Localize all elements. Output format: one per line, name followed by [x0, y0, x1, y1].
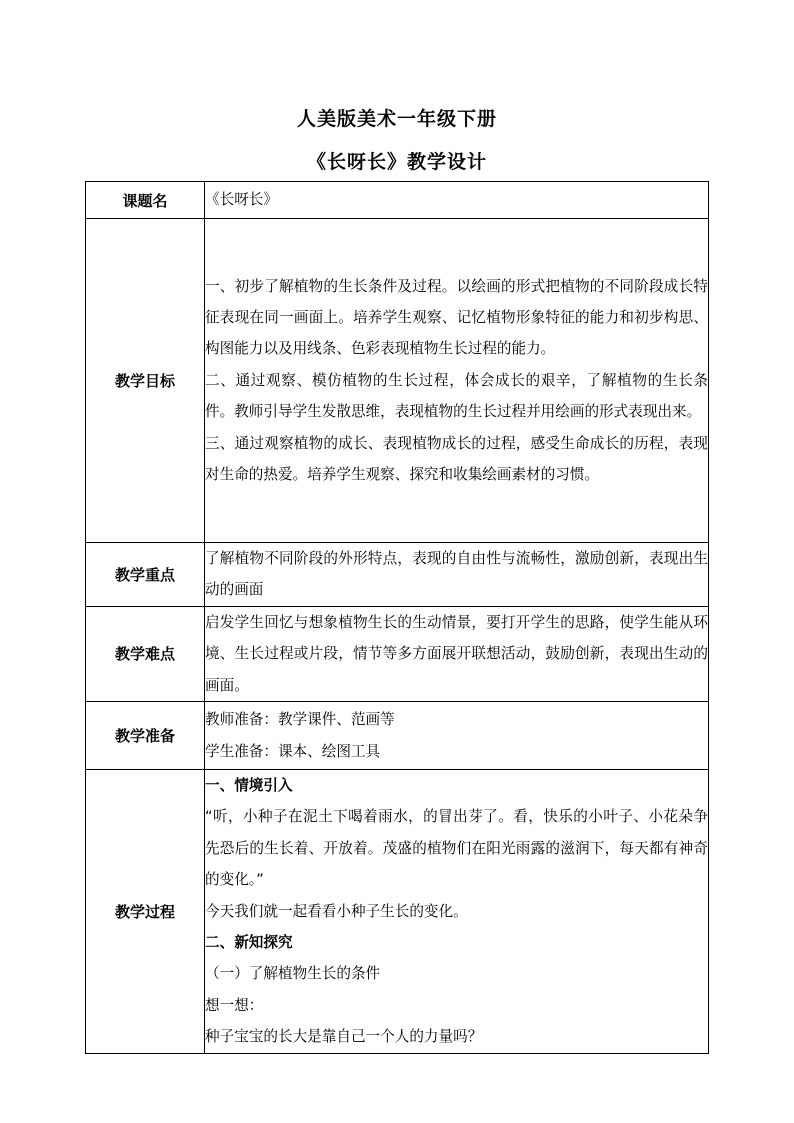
document-title: 人美版美术一年级下册 — [296, 108, 497, 130]
process-question: 种子宝宝的长大是靠自己一个人的力量吗？ — [205, 1028, 483, 1046]
objective-1: 一、初步了解植物的生长条件及过程。以绘画的形式把植物的不同阶段成长特征表现在同一画面上。培养学生观察、记忆植物形象特征的能力和初步构思、构图能力以及用线条、色彩表现植物生长过程的能力。 — [205, 277, 708, 358]
row-content-objectives — [205, 219, 709, 543]
table-row-objectives — [86, 219, 709, 543]
process-heading-2: 二、新知探究 — [205, 934, 293, 952]
table-row-preparation — [86, 702, 709, 770]
table-row-key-points — [86, 543, 709, 607]
process-subheading: （一）了解植物生长的条件 — [205, 965, 381, 983]
row-label-preparation: 教学准备 — [86, 702, 205, 770]
process-think: 想一想： — [205, 996, 264, 1014]
row-content-key-points — [205, 543, 709, 607]
process-intro-quote: “听，小种子在泥土下喝着雨水，的冒出芽了。看，快乐的小叶子、小花朵争先恐后的生长着、开放着。茂盛的植物们在阳光雨露的滋润下，每天都有神奇的变化。” — [205, 808, 708, 889]
topic-text: 《长呀长》 — [205, 191, 278, 209]
row-label-process: 教学过程 — [86, 770, 205, 1054]
row-content-topic — [205, 182, 709, 219]
row-label-topic: 课题名 — [86, 182, 205, 219]
document-subtitle: 《长呀长》教学设计 — [306, 151, 487, 173]
row-content-process — [205, 770, 709, 1054]
objective-3: 三、通过观察植物的成长、表现植物成长的过程，感受生命成长的历程，表现对生命的热爱。培养学生观察、探究和收集绘画素材的习惯。 — [205, 434, 708, 484]
process-heading-1: 一、情境引入 — [205, 777, 293, 795]
row-content-preparation — [205, 702, 709, 770]
row-content-difficulties — [205, 606, 709, 701]
process-intro-line: 今天我们就一起看看小种子生长的变化。 — [205, 902, 468, 920]
student-preparation: 学生准备：课本、绘图工具 — [205, 742, 381, 760]
objective-2: 二、通过观察、模仿植物的生长过程，体会成长的艰辛，了解植物的生长条件。教师引导学生发散思维，表现植物的生长过程并用绘画的形式表现出来。 — [205, 371, 708, 421]
row-label-objectives: 教学目标 — [86, 219, 205, 543]
table-row-topic — [86, 182, 709, 219]
key-points-text: 了解植物不同阶段的外形特点，表现的自由性与流畅性，激励创新，表现出生动的画面 — [205, 550, 708, 599]
row-label-difficulties: 教学难点 — [86, 606, 205, 701]
table-row-difficulties — [86, 606, 709, 701]
teacher-preparation: 教师准备：教学课件、范画等 — [205, 711, 395, 729]
difficulties-text: 启发学生回忆与想象植物生长的生动情景，要打开学生的思路，使学生能从环境、生长过程或片段，情节等多方面展开联想活动，鼓励创新，表现出生动的画面。 — [205, 613, 708, 694]
table-row-process — [86, 770, 709, 1054]
lesson-plan-table — [85, 181, 709, 1054]
row-label-key-points: 教学重点 — [86, 543, 205, 607]
